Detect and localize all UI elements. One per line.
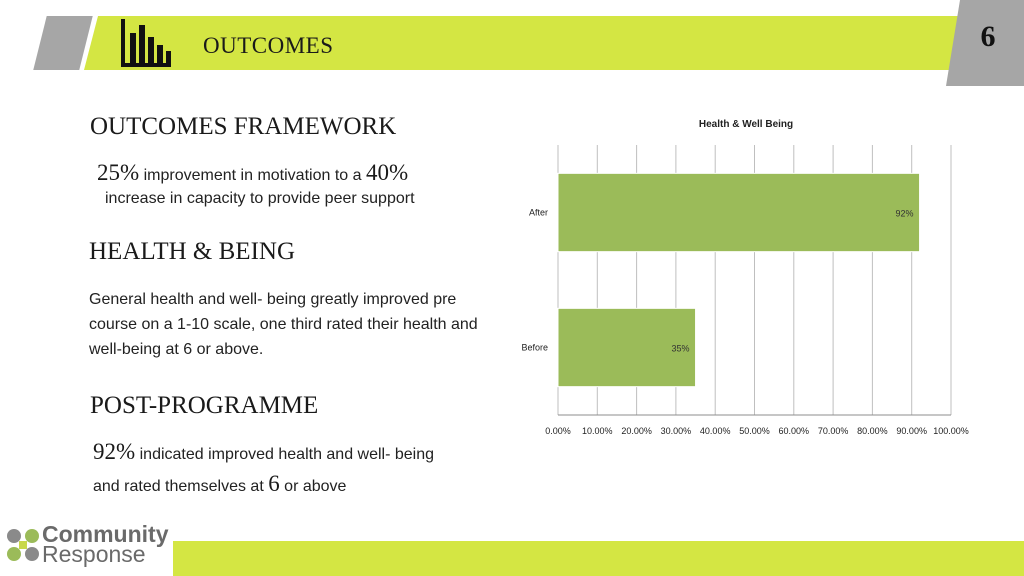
framework-heading: OUTCOMES FRAMEWORK bbox=[90, 113, 397, 140]
framework-text2: increase in capacity to provide peer support bbox=[105, 190, 415, 207]
footer-band bbox=[173, 541, 1024, 576]
post-text1: indicated improved health and well- being bbox=[139, 446, 435, 463]
page-number: 6 bbox=[980, 20, 996, 53]
post-programme-heading: POST-PROGRAMME bbox=[90, 392, 319, 419]
x-tick-label: 80.00% bbox=[857, 426, 888, 436]
post-percentage: 92% bbox=[93, 439, 136, 464]
post-rating-number: 6 bbox=[268, 471, 280, 496]
motivation-percentage: 25% bbox=[97, 160, 140, 185]
bar-after bbox=[558, 173, 920, 251]
x-tick-label: 10.00% bbox=[582, 426, 613, 436]
logo-word-community: Community bbox=[42, 521, 169, 547]
x-tick-label: 50.00% bbox=[739, 426, 770, 436]
x-tick-label: 20.00% bbox=[621, 426, 652, 436]
health-paragraph: General health and well- being greatly improved pre course on a 1-10 scale, one third rated their health and well-being at 6 or above. bbox=[89, 291, 478, 358]
framework-statement-line1 bbox=[97, 160, 408, 186]
framework-text1: improvement in motivation to a bbox=[143, 167, 362, 184]
bar-chart-icon bbox=[120, 17, 172, 69]
header-slant-decoration bbox=[33, 16, 92, 70]
x-tick-label: 0.00% bbox=[545, 426, 571, 436]
chart-title: Health & Well Being bbox=[698, 119, 794, 130]
x-tick-label: 40.00% bbox=[699, 426, 731, 436]
logo-word-response: Response bbox=[42, 541, 146, 567]
category-label: After bbox=[528, 207, 548, 218]
health-wellbeing-bar-chart bbox=[505, 135, 985, 445]
post-text2b: or above bbox=[284, 478, 347, 495]
post-statement-line1 bbox=[93, 439, 434, 465]
data-label: 92% bbox=[895, 208, 914, 219]
community-response-logo-icon bbox=[4, 520, 44, 572]
category-label: Before bbox=[521, 342, 548, 353]
data-label: 35% bbox=[671, 343, 690, 354]
x-tick-label: 30.00% bbox=[660, 426, 692, 436]
page-title: OUTCOMES bbox=[203, 33, 334, 58]
x-tick-label: 90.00% bbox=[896, 426, 927, 436]
post-statement-line2 bbox=[93, 471, 346, 497]
health-heading: HEALTH & BEING bbox=[89, 238, 296, 265]
x-tick-label: 100.00% bbox=[933, 426, 969, 436]
x-tick-label: 70.00% bbox=[817, 426, 849, 436]
capacity-percentage: 40% bbox=[365, 160, 409, 185]
post-text2a: and rated themselves at bbox=[93, 478, 264, 495]
x-tick-label: 60.00% bbox=[778, 426, 810, 436]
